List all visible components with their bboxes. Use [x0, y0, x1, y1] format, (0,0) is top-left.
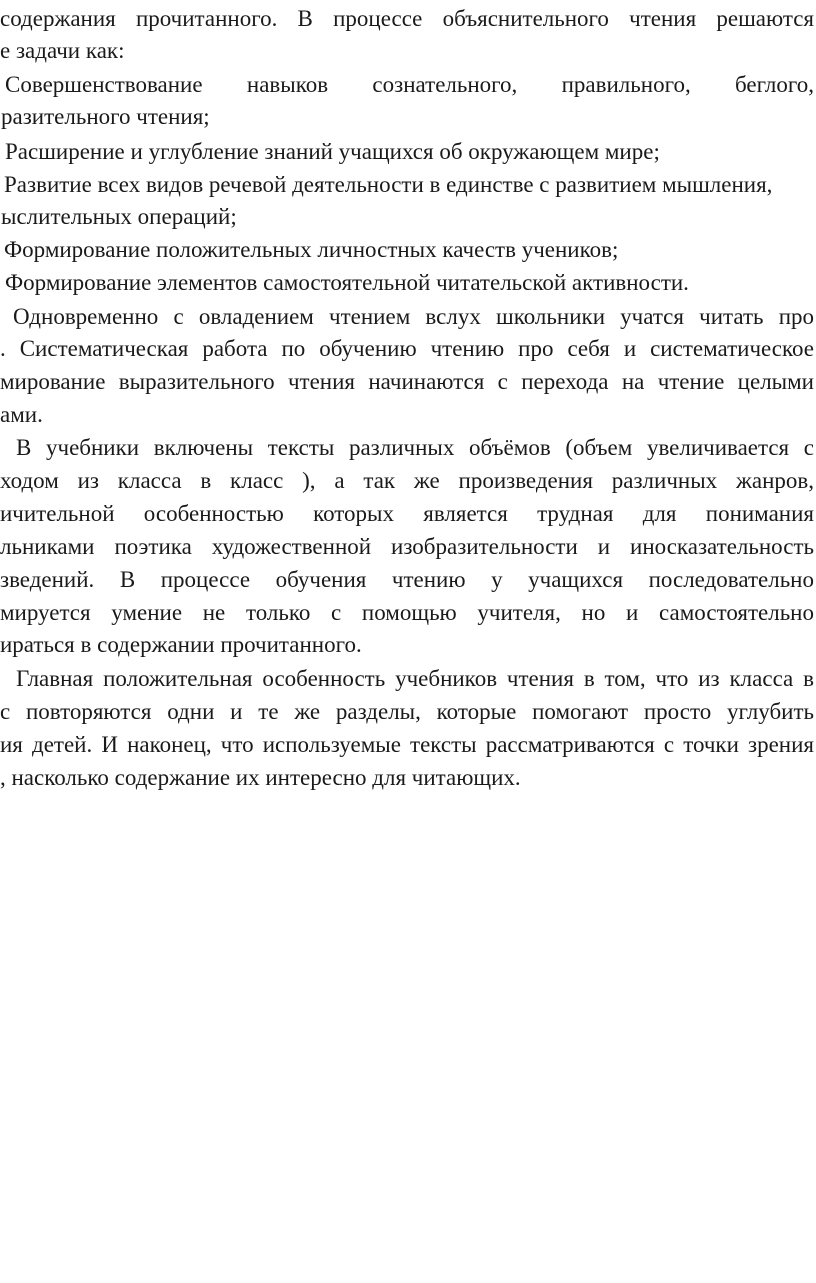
text-line: содержания прочитанного. В процессе объяснительного чтения решаются: [0, 6, 814, 31]
paragraph-line: . Систематическая работа по обучению чтению про себя и систематическое: [0, 336, 814, 361]
text-line: е задачи как:: [0, 38, 125, 63]
paragraph-line: мирование выразительного чтения начинаются с перехода на чтение целыми: [0, 369, 814, 394]
paragraph-line: зведений. В процессе обучения чтению у учащихся последовательно: [0, 567, 814, 592]
paragraph-line: В учебники включены тексты различных объёмов (объем увеличивается с: [16, 435, 814, 460]
paragraph-line: мируется умение не только с помощью учителя, но и самостоятельно: [0, 600, 814, 625]
paragraph-line: с повторяются одни и те же разделы, которые помогают просто углубить: [0, 699, 814, 724]
text-line: разительного чтения;: [1, 104, 210, 129]
paragraph-line: ичительной особенностью которых является трудная для понимания: [0, 501, 814, 526]
list-item: Формирование элементов самостоятельной читательской активности.: [5, 270, 689, 295]
paragraph-line: Главная положительная особенность учебников чтения в том, что из класса в: [16, 666, 814, 691]
list-item: Развитие всех видов речевой деятельности в единстве с развитием мышления,: [4, 172, 773, 197]
paragraph-line: Одновременно с овладением чтением вслух школьники учатся читать про: [13, 304, 814, 329]
paragraph-line: , насколько содержание их интересно для читающих.: [0, 765, 521, 790]
paragraph-line: льниками поэтика художественной изобразительности и иносказательность: [0, 534, 814, 559]
list-item: Расширение и углубление знаний учащихся об окружающем мире;: [5, 139, 660, 164]
list-item: Совершенствование навыков сознательного, правильного, беглого,: [5, 72, 814, 97]
text-line: ыслительных операций;: [1, 204, 237, 229]
list-item: Формирование положительных личностных качеств учеников;: [4, 237, 619, 262]
paragraph-line: ия детей. И наконец, что используемые тексты рассматриваются с точки зрения: [0, 732, 814, 757]
paragraph-line: ходом из класса в класс ), а так же произведения различных жанров,: [0, 468, 814, 493]
paragraph-line: ираться в содержании прочитанного.: [0, 632, 362, 657]
paragraph-line: ами.: [0, 402, 43, 427]
